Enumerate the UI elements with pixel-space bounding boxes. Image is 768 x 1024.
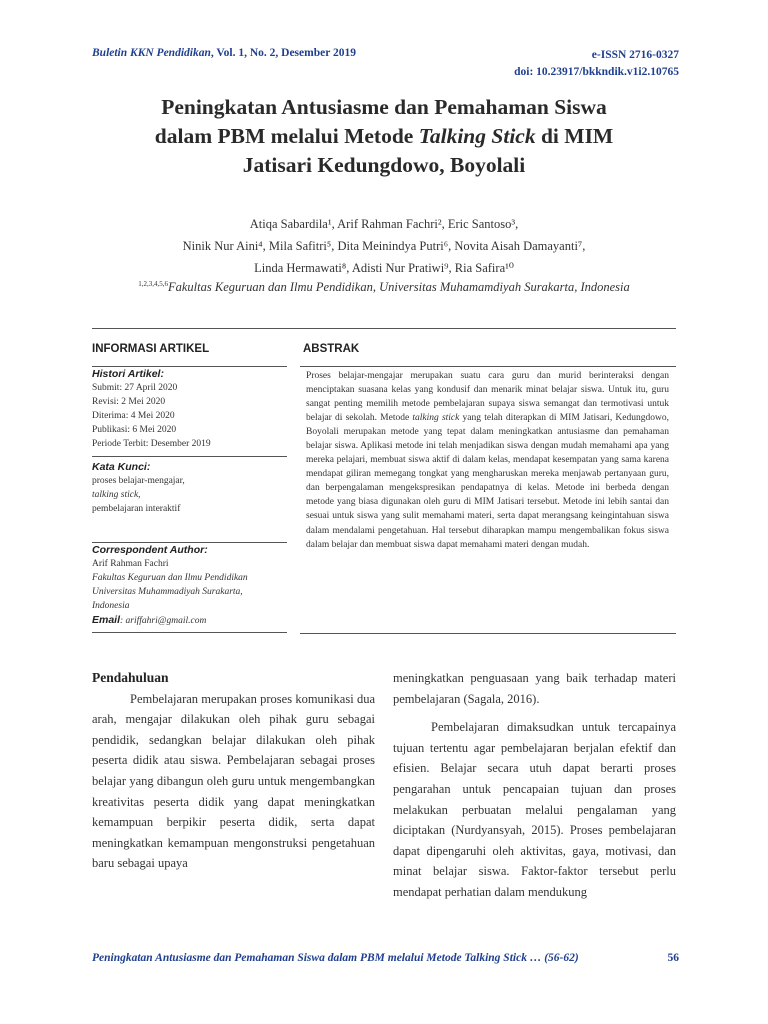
- section-title: Pendahuluan: [92, 670, 169, 685]
- title-line-2a: dalam PBM melalui Metode: [154, 124, 419, 148]
- info-rule-1: [92, 456, 287, 457]
- email-value[interactable]: : ariffahri@gmail.com: [120, 616, 207, 626]
- correspondent-aff-3: [92, 599, 287, 613]
- corr-aff-3-text: Indonesia: [92, 601, 130, 611]
- keyword-2-text: talking stick,: [92, 490, 141, 500]
- issue-period: Periode Terbit: Desember 2019: [92, 439, 211, 449]
- accepted-date: Diterima: 4 Mei 2020: [92, 411, 175, 421]
- title-italic: Talking Stick: [418, 124, 536, 148]
- submit-date: Submit: 27 April 2020: [92, 383, 178, 393]
- correspondent: [92, 543, 287, 628]
- authors-line-3: Linda Hermawati⁸, Adisti Nur Pratiwi⁹, Ria Safira¹⁰: [254, 261, 514, 275]
- article-history: [92, 367, 287, 451]
- article-title: [60, 93, 708, 180]
- title-line-2b: di MIM: [535, 124, 614, 148]
- keyword-3: pembelajaran interaktif: [92, 504, 181, 514]
- info-heading: INFORMASI ARTIKEL: [92, 343, 210, 355]
- keywords-label: Kata Kunci:: [92, 461, 151, 473]
- authors-line-2: Ninik Nur Aini⁴, Mila Safitri⁵, Dita Meinindya Putri⁶, Novita Aisah Damayanti⁷,: [182, 239, 586, 253]
- body-right-column: [393, 668, 676, 903]
- page-number: 56: [667, 952, 679, 964]
- abstract-part-1: Proses belajar-mengajar merupakan suatu cara guru dan murid berinteraksi dengan menciptakan suasana kelas yang kondusif dan menarik minat belajar siswa. Untuk itu, guru sangat penting memilih metode pembelajaran supaya siswa semangat dan termotivasi untuk belajar di sekolah. Metode: [306, 371, 669, 424]
- affiliation-sup: 1,2,3,4,5,6: [138, 280, 168, 288]
- title-line-3: Jatisari Kedungdowo, Boyolali: [242, 153, 526, 177]
- doi: doi: 10.23917/bkkndik.v1i2.10765: [514, 66, 679, 78]
- title-line-1: Peningkatan Antusiasme dan Pemahaman Siswa: [161, 95, 607, 119]
- keywords: [92, 460, 287, 516]
- correspondent-aff-2: [92, 585, 287, 599]
- correspondent-email: [92, 613, 287, 628]
- info-rule-bottom: [92, 632, 287, 633]
- corr-aff-2-text: Universitas Muhammadiyah Surakarta,: [92, 587, 243, 597]
- keyword-2: [92, 488, 287, 502]
- body-left-column: [92, 668, 375, 874]
- email-label: Email: [92, 614, 121, 626]
- journal-volume: , Vol. 1, No. 2, Desember 2019: [210, 47, 356, 59]
- issn: e-ISSN 2716-0327: [591, 49, 679, 61]
- published-date: Publikasi: 6 Mei 2020: [92, 425, 177, 435]
- history-label: Histori Artikel:: [92, 368, 164, 380]
- correspondent-aff-1: [92, 571, 287, 585]
- affiliation: [60, 280, 708, 295]
- correspondent-name: Arif Rahman Fachri: [92, 559, 169, 569]
- paragraph: Pembelajaran dimaksudkan untuk tercapainya tujuan tertentu agar pembelajaran berjalan efektif dan efisien. Belajar secara utuh dapat berarti proses pengarahan untuk pencapaian tujuan dan proses melakukan perbuatan melalui pengalaman yang diciptakan (Nurdyansyah, 2015). Proses pembelajaran dapat dipengaruhi oleh aktivitas, gaya, motivasi, dan minat belajar siswa. Faktor-faktor tersebut perlu mendapat perhatian dalam mendukung: [393, 720, 676, 899]
- abstract-heading: ABSTRAK: [303, 343, 360, 355]
- authors-line-1: Atiqa Sabardila¹, Arif Rahman Fachri², Eric Santoso³,: [249, 217, 519, 231]
- paragraph: Pembelajaran merupakan proses komunikasi dua arah, mengajar dilakukan oleh pihak guru sebagai pendidik, sedangkan belajar dilakukan oleh pihak peserta didik atau siswa. Pembelajaran sebagai proses belajar yang dibangun oleh guru untuk mengembangkan kreativitas peserta didik yang dapat meningkatkan kemampuan berpikir peserta didik, serta dapat meningkatkan kemampuan mengonstruksi pengetahuan baru sebagai upaya: [92, 691, 375, 871]
- abstract-text: [306, 369, 669, 552]
- abstract-italic: talking stick: [412, 413, 460, 424]
- paragraph: meningkatkan penguasaan yang baik terhadap materi pembelajaran (Sagala, 2016).: [393, 671, 676, 706]
- title-line-2: [60, 122, 708, 151]
- affiliation-text: Fakultas Keguruan dan Ilmu Pendidikan, Universitas Muhamamdiyah Surakarta, Indonesia: [167, 280, 630, 295]
- keyword-1: proses belajar-mengajar,: [92, 476, 185, 486]
- author-list: [60, 213, 708, 279]
- abstract-part-2: yang telah diterapkan di MIM Jatisari, Kedungdowo, Boyolali merupakan metode yang tepat dalam meningkatkan antusiasme dan pemahaman belajar siswa. Aplikasi metode ini telah menjadikan siswa dengan mudah memahami apa yang mereka pelajari, membuat siswa aktif di dalam kelas, mendapat kesempatan yang sama karena mendapat giliran memegang tongkat yang mengharuskan mereka menjawab pertanyaan guru, dan berpengalaman mengekspresikan pendapatnya di kelas. Metode ini berbeda dengan metode yang biasa digunakan oleh guru di MIM Jatisari tersebut. Metode ini lebih santai dan sesuai untuk siswa yang sulit memahami materi, serta dapat merangsang keingintahuan siswa dalam mendalami pengetahuan. Hal tersebut diharapkan mampu mengembalikan fokus siswa dalam belajar dan membuat siswa dapat memahami materi dengan mudah.: [306, 413, 669, 550]
- corr-aff-1-text: Fakultas Keguruan dan Ilmu Pendidikan: [92, 573, 248, 583]
- footer-title: Peningkatan Antusiasme dan Pemahaman Siswa dalam PBM melalui Metode Talking Stick … (56-62): [92, 952, 579, 964]
- journal-ids: [514, 47, 679, 81]
- journal-name: Buletin KKN Pendidikan: [92, 47, 211, 59]
- journal-header: [92, 47, 356, 59]
- section-rule: [92, 328, 676, 329]
- correspondent-label: Correspondent Author:: [92, 544, 208, 556]
- revision-date: Revisi: 2 Mei 2020: [92, 397, 166, 407]
